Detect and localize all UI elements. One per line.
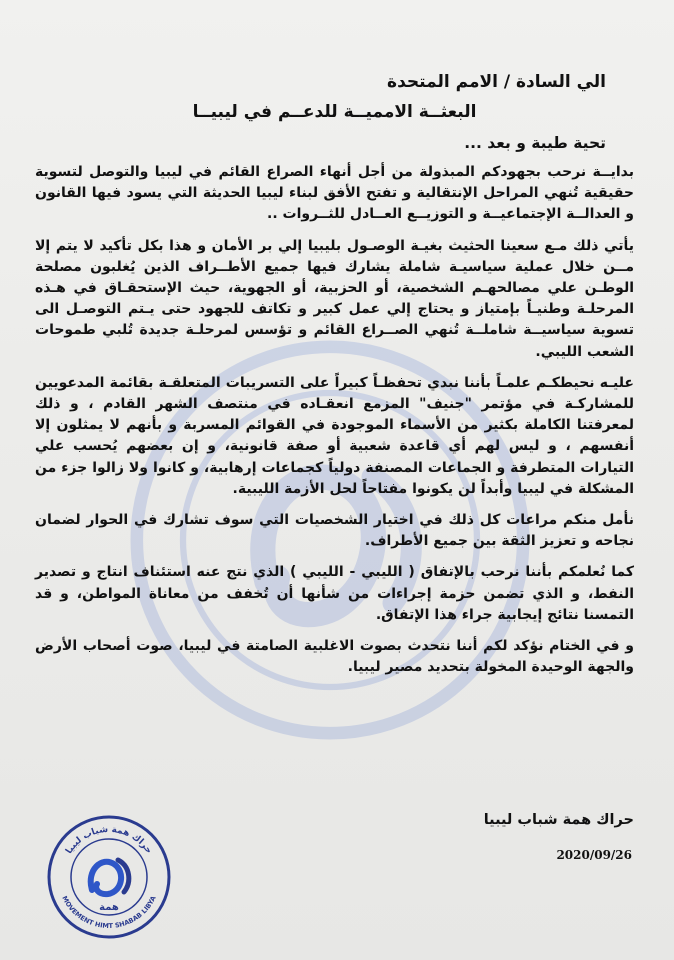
signature: حراك همة شباب ليبيا <box>483 812 634 828</box>
paragraph-1: بدايــة نرحب بجهودكم المبذولة من أجل أنهاء الصراع القائم في ليبيا والتوصل لتسوية حقيقية تُنهي المراحل الإنتقالية و تفتح الأفق لبناء ليبيا الحديثة التي يسود فيها القانون و العدالــة الإجتماعيــة و التوزيــع العــادل للثــروات .. <box>35 164 634 223</box>
organization-logo-icon <box>44 812 174 942</box>
svg-text:حراك همة شباب ليبيا <box>64 825 153 856</box>
letter-date: 2020/09/26 <box>556 848 632 862</box>
letter-subject: البعثــة الامميــة للدعــم في ليبيــا <box>192 102 477 122</box>
logo-arabic-text: حراك همة شباب ليبيا <box>64 824 154 856</box>
paragraph-3: عليـه نحيطكـم علمـاً بأننا نبدي تحفظـاً كبيراً على التسريبات المتعلقـة بقائمة المدعويين للمشاركـة في مؤتمر "جنيف" المزمع انعقـاده في منتصف الشهر القادم ، و ذلك لمعرفتنا الكاملة بكثير من الأسماء الموجودة في القوائم المسربة و بأنهم لا يمثلون إلا أنفسهم ، و ليس لهم أي قاعدة شعبية أو صفة قانونية، و إن بعضهم يُحسب علي التيارات المتطرفة و الجماعات المصنفة دولياً كجماعات إرهابية، و كانوا ولا زالوا جزء من المشكلة في ليبيا وأبداً لن يكونوا مفتاحاً لحل الأزمة الليبية. <box>35 374 634 497</box>
paragraph-5: كما نُعلمكم بأننا نرحب بالإتفاق ( الليبي - الليبي ) الذي نتج عنه استئناف انتاج و تصدير النفط، و الذي تضمن حزمة إجراءات من شأنها أن تُخفف من معاناة المواطن، و قد التمسنا نتائج إيجابية جراء هذا الإتفاق. <box>35 564 634 623</box>
logo-center-text: همة <box>99 902 119 913</box>
letter-body <box>35 72 634 688</box>
recipient-line: الي السادة / الامم المتحدة <box>387 72 606 92</box>
logo-latin-text: MOVEMENT HIMT SHABAB LIBYA <box>60 894 158 931</box>
paragraph-6: و في الختام نؤكد لكم أننا نتحدث بصوت الاغلبية الصامتة في ليبيا، صوت أصحاب الأرض والجهة الوحيدة المخولة بتحديد مصير ليبيا. <box>35 638 634 676</box>
paragraph-2: يأتي ذلك مـع سعينا الحثيث بغيـة الوصـول بليبيا إلي بر الأمان و هذا بكل تأكيد لا يتم إلا مــن خلال عملية سياسيـة شاملة يشارك فيها جميع الأطــراف الذين يُغلبون مصلحة الوطـن علي مصالحهـم الشخصية، أو الحزبية، أو الجهوية، حيث الإستحقـاق في هـذه المرحلـة وطنيـاً بإمتياز و يحتاج إلي عمل كبير و تكاتف للجهود حتى يـتم التوصـل الى تسوية سياسيــة شاملــة تُنهي الصــراع القائم و تؤسس لمرحلـة جديدة تُلبي طموحات الشعب الليبي. <box>35 237 634 360</box>
paragraph-4: نأمل منكم مراعات كل ذلك في اختيار الشخصيات التي سوف تشارك في الحوار لضمان نجاحه و تعزيز الثقة بين جميع الأطراف. <box>35 512 634 550</box>
greeting: تحية طيبة و بعد ... <box>464 134 606 152</box>
